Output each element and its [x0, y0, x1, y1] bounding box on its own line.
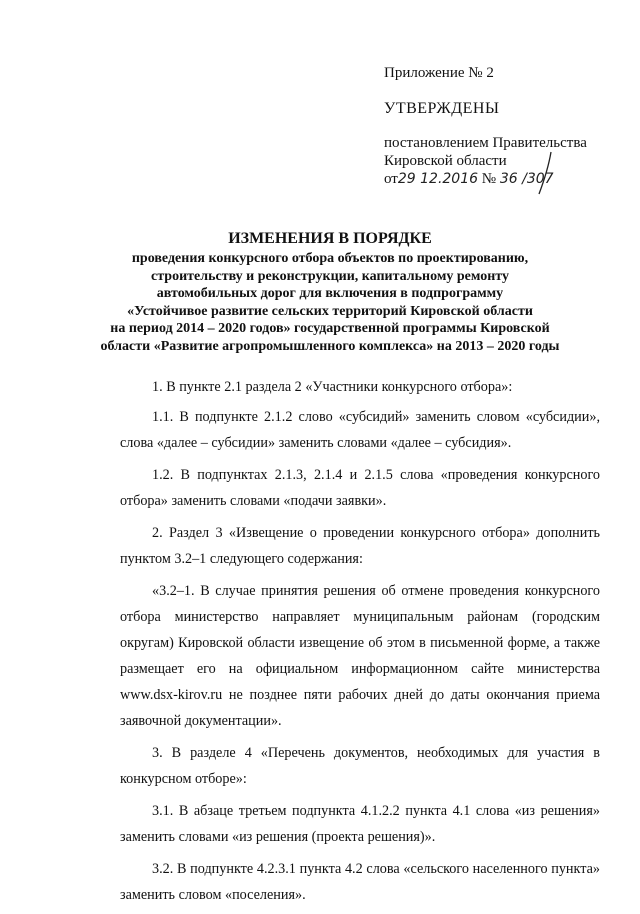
title-line: проведения конкурсного отбора объектов по проектированию, [131, 251, 529, 266]
handwritten-slash-mark [536, 150, 554, 196]
decree-line-2: Кировской области [384, 153, 507, 169]
handwritten-number: 36 /307 [499, 171, 554, 187]
title-line: на период 2014 – 2020 годов» государственной программы Кировской [110, 321, 550, 336]
approval-block [384, 64, 624, 188]
title-line: области «Развитие агропромышленного комплекса» на 2013 – 2020 годы [100, 338, 560, 354]
title-line: «Устойчивое развитие сельских территорий Кировской области [127, 303, 533, 319]
title-main: ИЗМЕНЕНИЯ В ПОРЯДКЕ [228, 230, 432, 247]
decree-date-number [384, 170, 624, 188]
title-line: автомобильных дорог для включения в подпрограмму [156, 286, 504, 301]
paragraph: 3.1. В абзаце третьем подпункта 4.1.2.2 пункта 4.1 слова «из решения» заменить словами «из решения (проекта решения)». [120, 803, 600, 845]
handwritten-date: 29 12.2016 [397, 171, 479, 187]
paragraph: «3.2–1. В случае принятия решения об отмене проведения конкурсного отбора министерство направляет муниципальным районам (городским округам) Кировской области извещение об этом в письменной форме, а также размещает его на официальном информационном сайте министерства www.dsx-kirov.ru не позднее пяти рабочих дней до даты окончания приема заявочной документации». [120, 583, 600, 729]
appendix-number: Приложение № 2 [384, 65, 494, 81]
paragraph: 3.2. В подпункте 4.2.3.1 пункта 4.2 слова «сельского населенного пункта» заменить словом «поселения». [120, 861, 600, 903]
title-line: строительству и реконструкции, капитальному ремонту [151, 268, 509, 284]
number-prefix: № [481, 171, 497, 187]
approved-heading: УТВЕРЖДЕНЫ [384, 100, 500, 117]
decree-line-1: постановлением Правительства [384, 135, 587, 151]
paragraph: 2. Раздел 3 «Извещение о проведении конкурсного отбора» дополнить пунктом 3.2–1 следующего содержания: [120, 525, 600, 567]
paragraph: 1.2. В подпунктах 2.1.3, 2.1.4 и 2.1.5 слова «проведения конкурсного отбора» заменить словами «подачи заявки». [120, 467, 600, 509]
document-body [120, 374, 600, 914]
paragraph: 1. В пункте 2.1 раздела 2 «Участники конкурсного отбора»: [152, 379, 513, 395]
paragraph: 1.1. В подпункте 2.1.2 слово «субсидий» заменить словом «субсидии», слова «далее – субсидии» заменить словами «далее – субсидия». [120, 409, 600, 451]
paragraph: 3. В разделе 4 «Перечень документов, необходимых для участия в конкурсном отборе»: [120, 745, 600, 787]
document-title [70, 230, 590, 355]
date-prefix: от [384, 171, 398, 187]
